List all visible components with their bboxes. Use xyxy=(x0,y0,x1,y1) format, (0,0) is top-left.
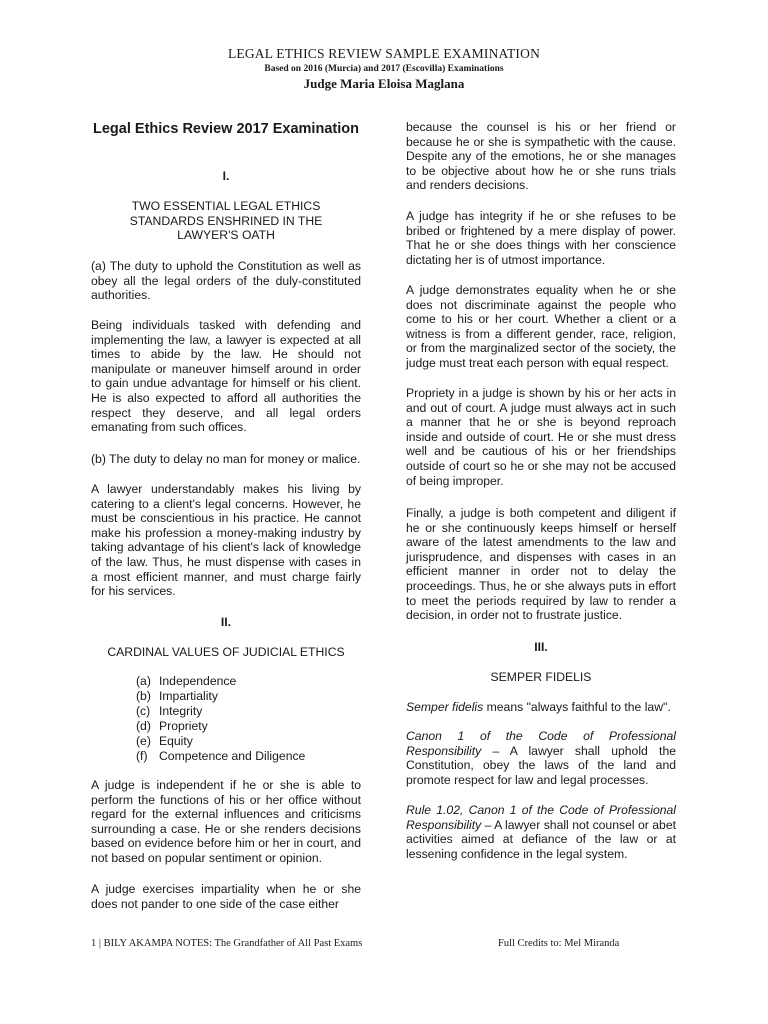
paragraph-semper-fidelis: Semper fidelis means "always faithful to the law". xyxy=(406,700,671,714)
list-item: (c) Integrity xyxy=(136,704,203,719)
paragraph-integrity: A judge has integrity if he or she refuses to be bribed or frightened by a mere display of power. That he or she does things with her conscience dictating her is of utmost importance. xyxy=(406,209,676,267)
semper-fidelis-term: Semper fidelis xyxy=(406,700,484,714)
section-number-iii: III. xyxy=(534,640,548,654)
paragraph-impartiality-continued: because the counsel is his or her friend or because he or she is sympathetic with the cause. Despite any of the emotions, he or she manages to be objective about how he or she runs trials and renders decisions. xyxy=(406,120,676,193)
cardinal-values-list xyxy=(136,674,305,765)
rule-1-02-reference: Rule 1.02, Canon 1 of the Code of Professional Responsibility xyxy=(406,803,676,832)
list-item: (d) Propriety xyxy=(136,719,208,734)
paragraph-independence: A judge is independent if he or she is able to perform the functions of his or her office without regard for the external influences and criticisms surrounding a case. He or she renders decisions based on evidence before him or her in court, and not based on popular sentiment or opinion. xyxy=(91,778,361,865)
paragraph-being-individuals: Being individuals tasked with defending and implementing the law, a lawyer is expected at all times to abide by the law. He should not manipulate or maneuver himself around in order to gain undue advantage for himself or his client. He is also expected to afford all authorities the respect they deserve, and all legal orders emanating from such offices. xyxy=(91,318,361,435)
section-heading-iii: SEMPER FIDELIS xyxy=(490,670,592,684)
list-item: (e) Equity xyxy=(136,734,193,749)
list-item: (a) Independence xyxy=(136,674,237,688)
paragraph-rule-1-02: Rule 1.02, Canon 1 of the Code of Professional Responsibility – A lawyer shall not counsel or abet activities aimed at defiance of the law or at lessening confidence in the legal system. xyxy=(406,803,676,861)
footer-left: 1 | BILY AKAMPA NOTES: The Grandfather of All Past Exams xyxy=(91,938,363,949)
section-number-ii: II. xyxy=(220,615,232,629)
paragraph-propriety: Propriety in a judge is shown by his or her acts in and out of court. A judge must always act in such a manner that he or she is beyond reproach inside and outside of court. He or she must dress well and be cautious of his or her friendships outside of court so he or she may not be accused of being improper. xyxy=(406,386,676,488)
canon-1-reference: Canon 1 of the Code of Professional Responsibility xyxy=(406,729,676,758)
paragraph-lawyer-living: A lawyer understandably makes his living by catering to a client's legal concerns. However, he must be conscientious in his practice. He cannot make his profession a money-making industry by taking advantage of his client's lack of knowledge of the law. Thus, he must dispense with cases in a most efficient manner, and must charge fairly for his services. xyxy=(91,482,361,599)
document-header-title: LEGAL ETHICS REVIEW SAMPLE EXAMINATION xyxy=(227,46,541,61)
document-title: Legal Ethics Review 2017 Examination xyxy=(93,121,359,137)
footer-right: Full Credits to: Mel Miranda xyxy=(498,938,620,949)
section-heading-i: TWO ESSENTIAL LEGAL ETHICS STANDARDS ENSHRINED IN THE LAWYER'S OATH xyxy=(129,199,323,243)
document-header-subtitle: Based on 2016 (Murcia) and 2017 (Escovilla) Examinations xyxy=(264,64,504,74)
list-item: (b) Impartiality xyxy=(136,689,218,704)
paragraph-canon-1: Canon 1 of the Code of Professional Responsibility – A lawyer shall uphold the Constitution, obey the laws of the land and promote respect for law and legal processes. xyxy=(406,729,676,787)
paragraph-competence: Finally, a judge is both competent and diligent if he or she continuously keeps himself or herself aware of the latest amendments to the law and jurisprudence, and dispenses with cases in an efficient manner in order not to delay the proceedings. Thus, he or she always puts in effort to meet the periods required by law to render a decision, in order not to frustrate justice. xyxy=(406,506,676,623)
list-item: (f) Competence and Diligence xyxy=(136,749,306,764)
section-heading-ii: CARDINAL VALUES OF JUDICIAL ETHICS xyxy=(107,645,345,659)
paragraph-equality: A judge demonstrates equality when he or she does not discriminate against the people who come to his or her court. Whether a client or a witness is from a different gender, race, religion, or from the marginalized sector of the society, the judge must treat each person with equal respect. xyxy=(406,283,676,370)
paragraph-duty-b: (b) The duty to delay no man for money or malice. xyxy=(91,452,361,466)
paragraph-duty-a: (a) The duty to uphold the Constitution as well as obey all the legal orders of the duly-constituted authorities. xyxy=(91,259,361,303)
section-number-i: I. xyxy=(222,169,230,183)
paragraph-impartiality: A judge exercises impartiality when he or she does not pander to one side of the case either xyxy=(91,882,361,911)
document-header-author: Judge Maria Eloisa Maglana xyxy=(303,76,465,91)
